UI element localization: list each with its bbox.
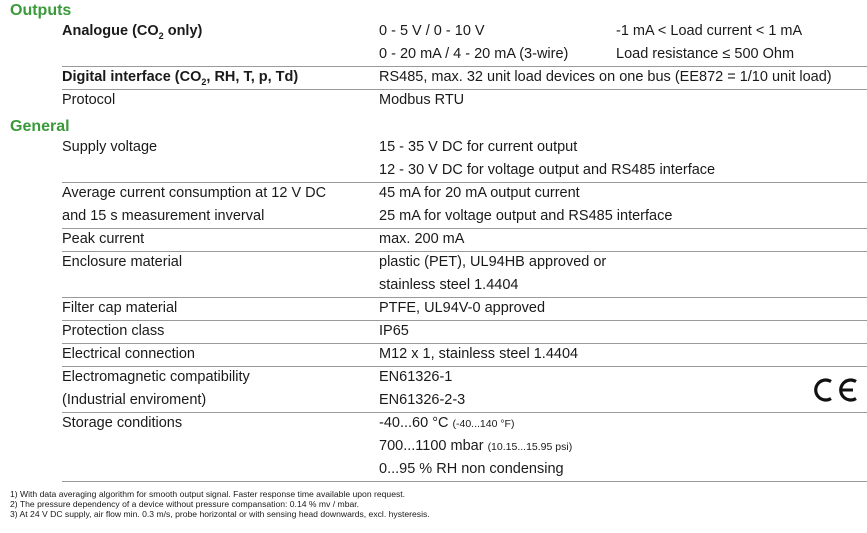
- outputs-heading: Outputs: [10, 2, 72, 19]
- connection-label: Electrical connection: [62, 346, 195, 362]
- filter-label: Filter cap material: [62, 300, 178, 316]
- storage-pressure: 700...1100 mbar (10.15...15.95 psi): [379, 438, 573, 454]
- ce-mark-icon: [812, 375, 860, 405]
- digital-label: Digital interface ($CO_2$, RH, T, p, Td): [62, 69, 299, 87]
- emc-label-2: (Industrial enviroment): [62, 392, 207, 408]
- protection-value: IP65: [379, 323, 409, 339]
- supply-value-1: 15 - 35 V DC for current output: [379, 139, 578, 155]
- peak-label: Peak current: [62, 231, 145, 247]
- emc-value-1: EN61326-1: [379, 369, 453, 385]
- consumption-value-2: 25 mA for voltage output and RS485 interface: [379, 208, 673, 224]
- consumption-row-1: [62, 182, 867, 205]
- footnote-2: 2) The pressure dependency of a device without pressure compansation: 0.14 % mv / mbar.: [10, 499, 360, 509]
- consumption-label-1: Average current consumption at 12 V DC: [62, 185, 327, 201]
- footnote-1: 1) With data averaging algorithm for smooth output signal. Faster response time available upon request.: [10, 489, 406, 499]
- supply-value-2: 12 - 30 V DC for voltage output and RS485 interface: [379, 162, 716, 178]
- digital-value: RS485, max. 32 unit load devices on one bus (EE872 = 1/10 unit load): [379, 69, 832, 85]
- connection-value: M12 x 1, stainless steel 1.4404: [379, 346, 579, 362]
- digital-row: [62, 66, 867, 90]
- footnote-3: 3) At 24 V DC supply, air flow min. 0.3 m/s, probe horizontal or with sensing head downwards, excl. hysteresis.: [10, 509, 430, 519]
- supply-row-1: [62, 136, 867, 159]
- enclosure-row-1: [62, 251, 867, 274]
- protection-label: Protection class: [62, 323, 165, 339]
- storage-label: Storage conditions: [62, 415, 183, 431]
- enclosure-row-2: [62, 274, 867, 298]
- analogue-row-2: [62, 43, 867, 67]
- storage-temperature: -40...60 °C (-40...140 °F): [379, 415, 515, 431]
- storage-humidity: 0...95 % RH non condensing: [379, 461, 564, 477]
- protocol-label: Protocol: [62, 92, 116, 108]
- filter-value: PTFE, UL94V-0 approved: [379, 300, 546, 316]
- footnotes: [10, 489, 430, 519]
- supply-row-2: [62, 159, 867, 183]
- storage-row-1: [62, 412, 867, 435]
- general-heading: General: [10, 118, 70, 135]
- supply-label: Supply voltage: [62, 139, 158, 155]
- consumption-row-2: [62, 205, 867, 229]
- peak-value: max. 200 mA: [379, 231, 465, 247]
- storage-row-2: [62, 435, 867, 458]
- emc-row-2: [62, 389, 867, 413]
- connection-row: [62, 343, 867, 367]
- analogue-voltage-range: 0 - 5 V / 0 - 10 V: [379, 23, 485, 39]
- protocol-row: [62, 89, 867, 112]
- protection-row: [62, 320, 867, 344]
- peak-row: [62, 228, 867, 252]
- analogue-load-resistance: Load resistance ≤ 500 Ohm: [616, 46, 795, 62]
- emc-row-1: [62, 366, 867, 389]
- analogue-current-range: 0 - 20 mA / 4 - 20 mA (3-wire): [379, 46, 569, 62]
- enclosure-label: Enclosure material: [62, 254, 183, 270]
- enclosure-value-2: stainless steel 1.4404: [379, 277, 519, 293]
- filter-row: [62, 297, 867, 321]
- emc-label-1: Electromagnetic compatibility: [62, 369, 250, 385]
- enclosure-value-1: plastic (PET), UL94HB approved or: [379, 254, 607, 270]
- analogue-load-current: -1 mA < Load current < 1 mA: [616, 23, 803, 39]
- protocol-value: Modbus RTU: [379, 92, 465, 108]
- analogue-label: Analogue ($CO_2$ only): [62, 23, 203, 41]
- consumption-label-2: and 15 s measurement inverval: [62, 208, 265, 224]
- analogue-row-1: [62, 20, 867, 43]
- consumption-value-1: 45 mA for 20 mA output current: [379, 185, 580, 201]
- emc-value-2: EN61326-2-3: [379, 392, 466, 408]
- storage-row-3: [62, 458, 867, 482]
